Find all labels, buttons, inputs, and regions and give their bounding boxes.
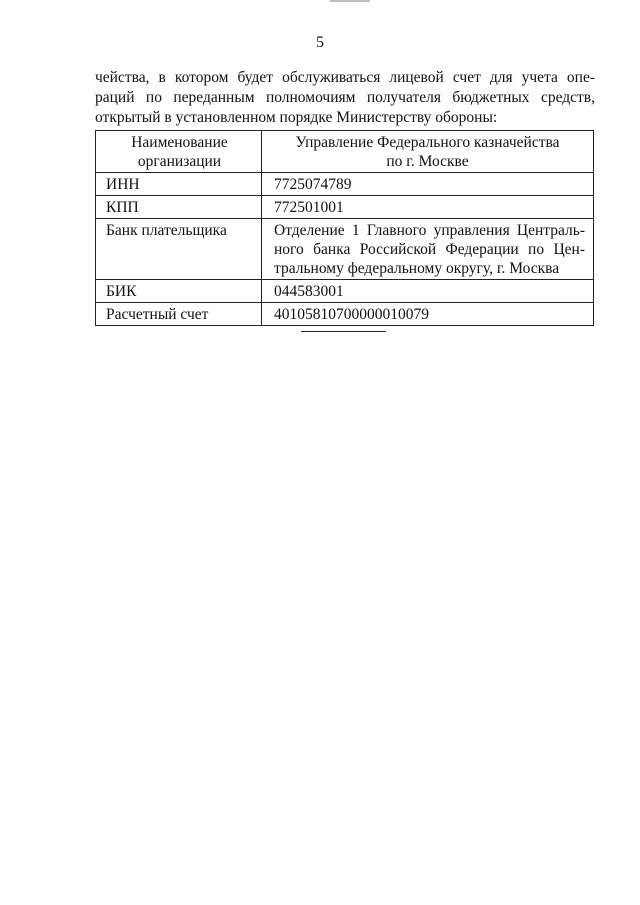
scan-edge-mark [330, 0, 370, 2]
table-row-header [96, 131, 594, 173]
intro-line: чейства, в котором будет обслуживаться лицевой счет для учета опе- [95, 69, 595, 86]
inn-label: ИНН [96, 173, 262, 196]
kpp-value: 772501001 [262, 196, 594, 219]
table-row-bik [96, 280, 594, 303]
header-label-line: организации [137, 153, 222, 170]
account-value: 40105810700000010079 [262, 303, 594, 326]
header-value-cell [262, 131, 594, 173]
kpp-label: КПП [96, 196, 262, 219]
inn-value: 7725074789 [262, 173, 594, 196]
table-row-kpp [96, 196, 594, 219]
header-value-line: по г. Москве [386, 153, 469, 170]
header-value-line: Управление Федерального казначейства [295, 134, 560, 151]
intro-line: открытый в установленном порядке Министерству обороны: [95, 109, 498, 126]
account-label: Расчетный счет [96, 303, 262, 326]
bank-value-line: тральному федеральному округу, г. Москва [274, 260, 560, 277]
bik-label: БИК [96, 280, 262, 303]
intro-paragraph [95, 68, 595, 128]
bank-value-line: ного банка Российской Федерации по Цен- [274, 241, 585, 258]
header-label-line: Наименование [131, 134, 228, 151]
page-number: 5 [316, 34, 324, 51]
header-label-cell [96, 131, 262, 173]
bank-value-line: Отделение 1 Главного управления Централь- [274, 222, 585, 239]
bik-value: 044583001 [262, 280, 594, 303]
intro-line: раций по переданным полномочиям получателя бюджетных средств, [95, 89, 595, 106]
organization-details-table [95, 130, 594, 326]
bank-value-cell [262, 219, 594, 280]
bank-label: Банк плательщика [96, 219, 262, 280]
table-row-inn [96, 173, 594, 196]
table-row-account [96, 303, 594, 326]
closing-rule [301, 331, 386, 332]
table-row-bank [96, 219, 594, 280]
